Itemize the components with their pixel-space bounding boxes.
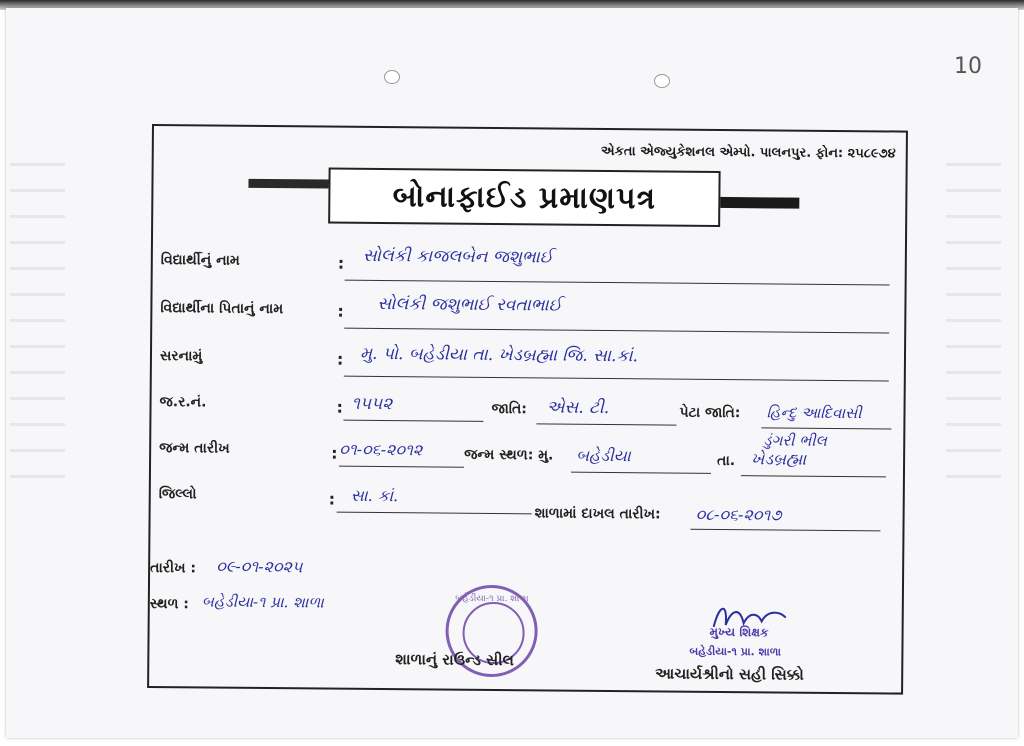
colon: : — [337, 253, 345, 273]
birthplace-value: બહેડીયા — [576, 445, 631, 466]
dob-value: ૦૧-૦૬-૨૦૧૨ — [339, 439, 423, 460]
footer-place-value: બહેડીયા-૧ પ્રા. શાળા — [201, 592, 324, 612]
seal-text: બહેડીયા-૧ પ્રા. શાળા — [455, 593, 529, 605]
title-bar-left — [248, 179, 328, 189]
father-name-label: વિદ્યાર્થીના પિતાનું નામ — [160, 300, 284, 318]
principal-stamp-school: બહેડીયા-૧ પ્રા. શાળા — [689, 644, 782, 659]
certificate-title: બોનાફાઈડ પ્રમાણપત્ર — [392, 178, 657, 216]
subcaste-label: પેટા જાતિ: — [679, 404, 741, 422]
father-name-value: સોલંકી જશુભાઈ રવતાભાઈ — [377, 293, 562, 316]
birthplace-line — [571, 472, 711, 474]
seal-caption: શાળાનું રાઉન્ડ સીલ — [395, 650, 514, 670]
show-through-left — [10, 148, 65, 478]
student-name-label: વિદ્યાર્થીનું નામ — [160, 252, 240, 269]
student-name-value: સોલંકી કાજલબેન જશુભાઈ — [362, 245, 553, 268]
taluka-line — [741, 475, 886, 477]
footer-date-value: ૦૯-૦૧-૨૦૨૫ — [216, 556, 303, 577]
caste-value: એસ. ટી. — [546, 397, 610, 419]
taluka-label: તા. — [717, 452, 736, 470]
taluka-value: ખેડબ્રહ્મા — [751, 449, 807, 469]
birthplace-label: જન્મ સ્થળ: મુ. — [464, 446, 554, 464]
father-name-line — [344, 328, 889, 334]
colon: : — [336, 397, 344, 417]
address-value: મુ. પો. બહેડીયા તા. ખેડબ્રહ્મા જિ. સા.કાં. — [359, 343, 639, 367]
student-name-line — [345, 280, 890, 286]
footer-date-label: તારીખ : — [150, 560, 197, 577]
subcaste-value-2: ડુંગરી ભીલ — [763, 431, 827, 450]
address-label: સરનામું — [159, 348, 203, 365]
punch-hole-left — [384, 70, 400, 84]
admission-date-value: ૦૮-૦૬-૨૦૧૭ — [695, 504, 782, 525]
principal-stamp-title: મુખ્ય શિક્ષક — [709, 624, 769, 640]
subcaste-line — [761, 427, 891, 429]
caste-line — [536, 423, 676, 425]
admission-date-line — [690, 529, 880, 532]
admission-date-label: શાળામાં દાખલ તારીખ: — [534, 505, 661, 523]
title-box — [328, 168, 720, 227]
address-line — [344, 376, 889, 382]
dob-label: જન્મ તારીખ — [159, 440, 230, 457]
gr-number-line — [343, 420, 483, 422]
show-through-right — [946, 148, 1001, 478]
colon: : — [336, 349, 344, 369]
caste-label: જાતિ: — [491, 400, 527, 418]
punch-hole-right — [654, 74, 670, 88]
district-line — [337, 512, 532, 515]
dob-line — [339, 466, 464, 468]
gr-number-value: ૧૫૫૨ — [351, 393, 393, 415]
page-number: 10 — [954, 54, 982, 79]
certificate-frame — [147, 124, 908, 695]
colon: : — [331, 443, 338, 463]
district-label: જિલ્લો — [158, 486, 197, 503]
signature-caption: આચાર્યશ્રીનો સહી સિક્કો — [655, 664, 804, 684]
printer-credit: એકતા એજ્યુકેશનલ એમ્પો. પાલનપુર. ફોન: ૨૫૮૯૭૪ — [600, 143, 896, 162]
district-value: સા. કાં. — [350, 485, 399, 506]
title-bar-right — [717, 197, 799, 209]
footer-place-label: સ્થળ : — [149, 595, 189, 613]
subcaste-value: હિન્દુ આદિવાસી — [766, 403, 862, 423]
gr-number-label: જ.ર.નં. — [159, 394, 207, 411]
colon: : — [328, 489, 336, 509]
colon: : — [337, 301, 344, 321]
